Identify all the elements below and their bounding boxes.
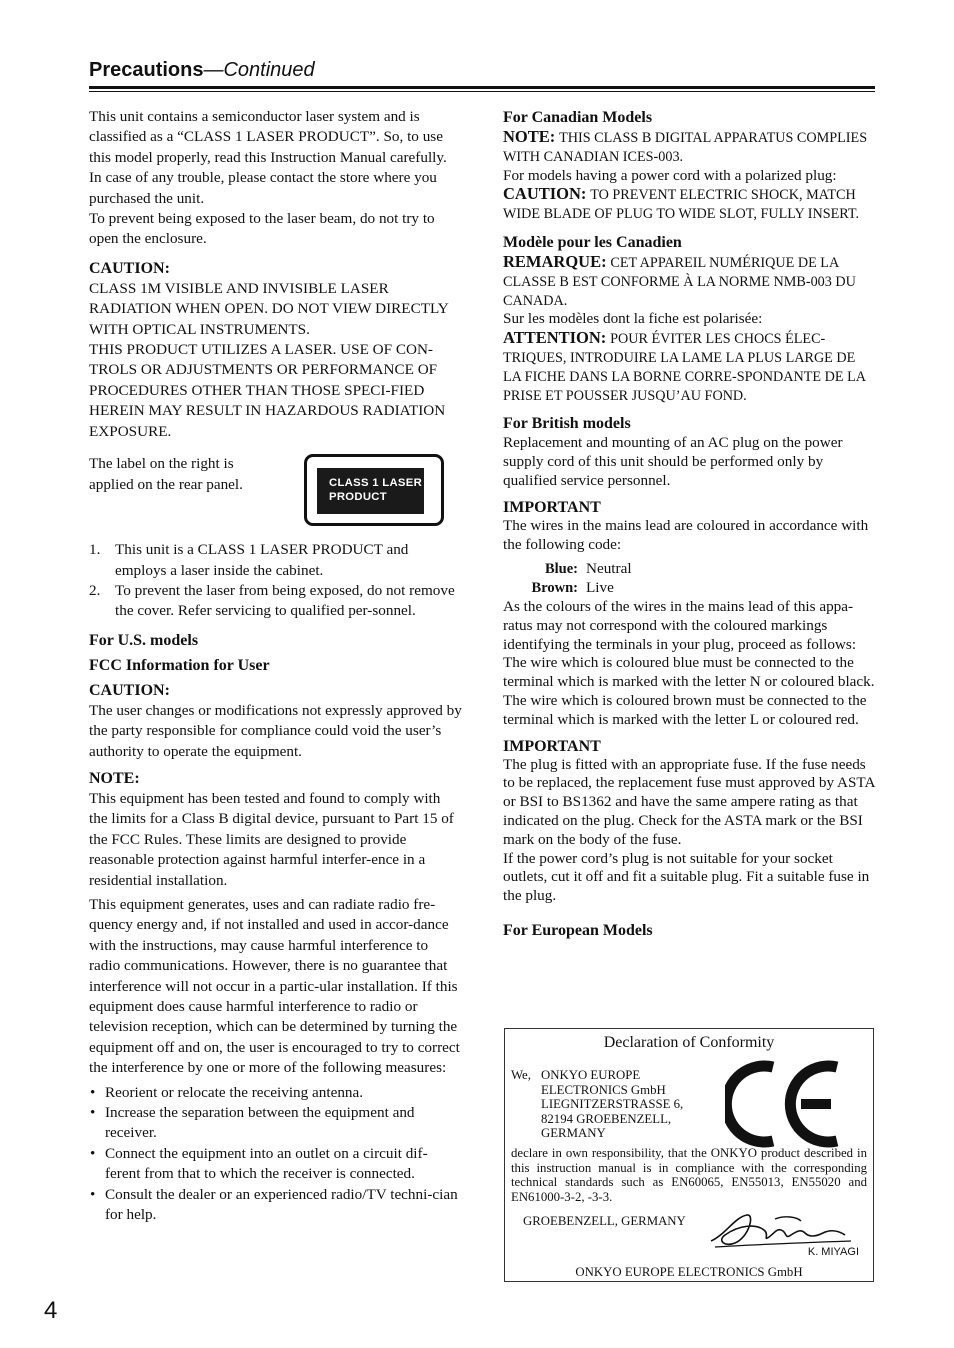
us-models-heading: For U.S. models <box>89 631 199 649</box>
address-line: ELECTRONICS GmbH <box>541 1082 666 1097</box>
doc-address <box>541 1068 741 1141</box>
blue-wire-text: The wire which is coloured blue must be connected to the terminal which is marked with the letter N or coloured black. <box>503 654 875 691</box>
list-item: • Increase the separation between the equipment and receiver. <box>89 1103 462 1144</box>
doc-we: We, <box>511 1068 531 1082</box>
caution-text: TO PREVENT ELECTRIC SHOCK, MATCH WIDE BLADE OF PLUG TO WIDE SLOT, FULLY INSERT. <box>503 187 860 223</box>
list-item: • Connect the equipment into an outlet on a circuit dif-ferent from that to which the receiver is connected. <box>89 1144 462 1185</box>
canadian-heading: For Canadian Models <box>503 109 653 126</box>
note-text-2: This equipment generates, uses and can radiate radio fre-quency energy and, if not installed and used in accor-dance with the instructions, may cause harmful interference to radio communications. However, there is no guarantee that interference will not occur in a partic-ular installation. If this equipment does cause harmful interference to radio or television reception, which can be determined by turning the equipment off and on, the user is encouraged to try to correct the interference by one or more of the following measures: <box>89 895 460 1077</box>
european-heading: For European Models <box>503 921 653 939</box>
left-column <box>89 107 462 1225</box>
brown-wire-text: The wire which is coloured brown must be connected to the terminal which is marked with the letter L or coloured red. <box>503 691 867 728</box>
modele-heading: Modèle pour les Canadien <box>503 233 682 251</box>
caution-heading: CAUTION: <box>89 259 170 277</box>
numbered-list <box>89 540 462 622</box>
page-number: 4 <box>44 1297 58 1324</box>
doc-title: Declaration of Conformity <box>603 1034 775 1051</box>
note-lead: NOTE: <box>503 127 556 146</box>
list-text: This unit is a CLASS 1 LASER PRODUCT and employs a laser inside the cabinet. <box>115 541 409 579</box>
laser-label-line2: PRODUCT <box>329 491 387 504</box>
list-item <box>89 540 462 581</box>
list-item: • Consult the dealer or an experienced radio/TV techni-cian for help. <box>89 1185 462 1226</box>
caution-lead: CAUTION: <box>503 184 587 204</box>
list-item: • Reorient or relocate the receiving antenna. <box>89 1083 462 1103</box>
note-text: THIS CLASS B DIGITAL APPARATUS COMPLIES WITH CANADIAN ICES-003. <box>503 130 868 165</box>
british-heading: For British models <box>503 415 631 433</box>
laser-product-label <box>304 454 444 526</box>
list-number: 1. <box>89 541 101 559</box>
wire-code <box>503 560 876 598</box>
address-line: LIEGNITZERSTRASSE 6, <box>541 1097 684 1111</box>
wire-row <box>503 579 876 598</box>
attention-lead: ATTENTION: <box>503 328 607 348</box>
ce-mark-icon <box>725 1059 845 1149</box>
wire-row <box>503 560 876 579</box>
doc-signer: K. MIYAGI <box>807 1246 859 1258</box>
colours-text: As the colours of the wires in the mains lead of this appa-ratus may not correspond with the coloured markings identifying the terminals in your plug, proceed as follows: <box>503 597 857 653</box>
doc-declaration: declare in own responsibility, that the ONKYO product described in this instruction manual is in compliance with the corresponding technical standards such as EN60065, EN55013, EN55020 and EN61000-3-2, -3-3. <box>511 1146 867 1204</box>
important-text-2: The plug is fitted with an appropriate fuse. If the fuse needs to be replaced, the replacement fuse must approved by ASTA or BSI to BS1362 and have the same ampere rating as that indicated on the plug. Check for the ASTA mark or the BSI mark on the body of the fuse. <box>503 755 875 848</box>
important-heading-2: IMPORTANT <box>503 737 601 755</box>
intro-paragraph: This unit contains a semiconductor laser system and is classified as a “CLASS 1 LASER PRODUCT”. So, to use this model properly, read this Instruction Manual carefully. In case of any trouble, please contact the store where you purchased the unit. <box>89 108 447 207</box>
attention-text: POUR ÉVITER LES CHOCS ÉLEC-TRIQUES, INTRODUIRE LA LAME LA PLUS LARGE DE LA FICHE DANS LA BORNE CORRE-SPONDANTE DE LA PRISE ET POUSSER JUSQU’AU FOND. <box>503 331 866 404</box>
list-item <box>89 581 462 622</box>
page-title <box>89 58 875 82</box>
fcc-heading: FCC Information for User <box>89 656 270 674</box>
note-heading: NOTE: <box>89 769 140 787</box>
title-bold: Precautions <box>89 59 204 81</box>
wire-colour: Blue: <box>544 561 578 578</box>
laser-label-line1: CLASS 1 LASER <box>329 477 423 490</box>
header-rule-thick <box>89 86 875 89</box>
wire-function: Neutral <box>586 560 632 578</box>
doc-place: GROEBENZELL, GERMANY <box>523 1214 686 1228</box>
important-text-3: If the power cord’s plug is not suitable for your socket outlets, cut it off and fit a suitable plug. Fit a suitable fuse in the plug. <box>503 849 870 905</box>
wire-function: Live <box>586 579 614 597</box>
doc-company: ONKYO EUROPE ELECTRONICS GmbH <box>575 1265 803 1279</box>
list-text: To prevent the laser from being exposed, do not remove the cover. Refer servicing to qualified per-sonnel. <box>115 581 455 620</box>
label-note: The label on the right is applied on the rear panel. <box>89 455 243 493</box>
important-text-1: The wires in the mains lead are coloured in accordance with the following code: <box>503 516 869 553</box>
wire-colour: Brown: <box>531 580 578 597</box>
laser-label-row <box>89 454 462 534</box>
address-line: GERMANY <box>541 1126 606 1140</box>
polarized-text: For models having a power cord with a polarized plug: <box>503 166 837 184</box>
caution-us-heading: CAUTION: <box>89 681 170 699</box>
intro-paragraph-2: To prevent being exposed to the laser beam, do not try to open the enclosure. <box>89 210 435 248</box>
measures-list <box>89 1083 462 1226</box>
list-number: 2. <box>89 581 101 599</box>
header-rule-thin <box>89 91 875 92</box>
caution-text-2: THIS PRODUCT UTILIZES A LASER. USE OF CON-TROLS OR ADJUSTMENTS OR PERFORMANCE OF PROCEDURES OTHER THAN THOSE SPECI-FIED HEREIN MAY RESULT IN HAZARDOUS RADIATION EXPOSURE. <box>89 341 446 440</box>
right-column <box>503 107 876 941</box>
important-heading-1: IMPORTANT <box>503 498 601 516</box>
caution-text-1: CLASS 1M VISIBLE AND INVISIBLE LASER RADIATION WHEN OPEN. DO NOT VIEW DIRECTLY WITH OPTICAL INSTRUMENTS. <box>89 279 449 338</box>
page-header <box>89 58 875 92</box>
remarque-lead: REMARQUE: <box>503 251 607 271</box>
remarque-text: CET APPAREIL NUMÉRIQUE DE LA CLASSE B EST CONFORME À LA NORME NMB-003 DU CANADA. <box>503 254 856 309</box>
caution-us-text: The user changes or modifications not expressly approved by the party responsible for compliance could void the user’s authority to operate the equipment. <box>89 701 462 760</box>
note-text-1: This equipment has been tested and found to comply with the limits for a Class B digital device, pursuant to Part 15 of the FCC Rules. These limits are designed to provide reasonable protection against harmful interfer-ence in a residential installation. <box>89 789 454 889</box>
address-line: ONKYO EUROPE <box>541 1068 641 1082</box>
british-text: Replacement and mounting of an AC plug on the power supply cord of this unit should be performed only by qualified service personnel. <box>503 434 843 489</box>
title-continued: —Continued <box>203 59 315 81</box>
laser-label-inner <box>317 468 424 514</box>
polarisee-text: Sur les modèles dont la fiche est polarisée: <box>503 310 763 328</box>
declaration-of-conformity <box>504 1028 874 1282</box>
address-line: 82194 GROEBENZELL, <box>541 1111 672 1126</box>
